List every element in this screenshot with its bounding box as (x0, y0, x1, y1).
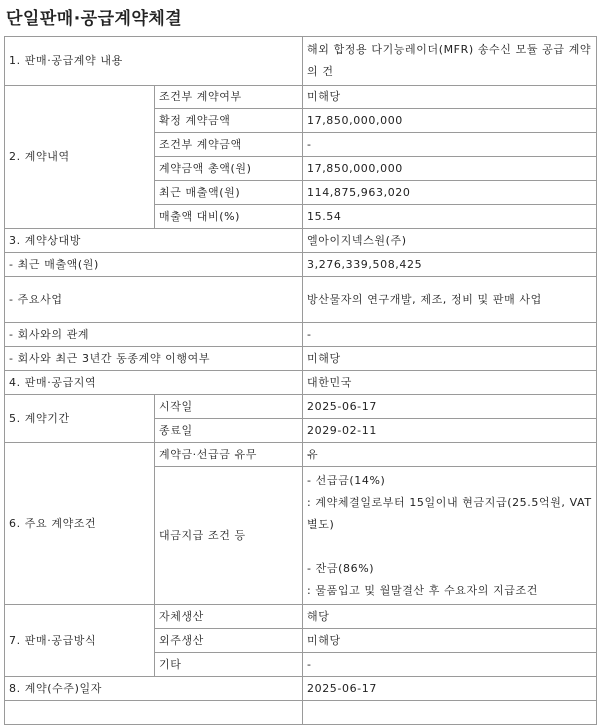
disclosure-table (4, 36, 597, 725)
payment-line-1: - 선급금(14%) (307, 474, 386, 487)
value-total-amount: 17,850,000,000 (303, 157, 597, 181)
value-counterparty-sales: 3,276,339,508,425 (303, 253, 597, 277)
label-supply-method: 7. 판매·공급방식 (5, 605, 155, 677)
value-payment-terms (303, 467, 597, 605)
row-similar-contract (5, 347, 597, 371)
label-main-business: - 주요사업 (5, 277, 303, 323)
value-sales-ratio: 15.54 (303, 205, 597, 229)
sublabel-conditional: 조건부 계약여부 (155, 86, 303, 109)
value-contract-date: 2025-06-17 (303, 677, 597, 701)
value-end-date: 2029-02-11 (303, 419, 597, 443)
payment-line-3 (307, 536, 592, 558)
sublabel-recent-sales: 최근 매출액(원) (155, 181, 303, 205)
sublabel-advance-payment: 계약금·선급금 유무 (155, 443, 303, 467)
value-recent-sales: 114,875,963,020 (303, 181, 597, 205)
value-outsourced: 미해당 (303, 629, 597, 653)
row-next-partial (5, 701, 597, 725)
sublabel-payment-terms: 대금지급 조건 등 (155, 467, 303, 605)
sublabel-in-house: 자체생산 (155, 605, 303, 629)
label-contract-period: 5. 계약기간 (5, 395, 155, 443)
value-main-business: 방산물자의 연구개발, 제조, 정비 및 판매 사업 (303, 277, 597, 323)
value-advance-payment: 유 (303, 443, 597, 467)
payment-line-5: : 물품입고 및 월말결산 후 수요자의 지급조건 (307, 584, 538, 597)
value-contract-content: 해외 합정용 다기능레이더(MFR) 송수신 모듈 공급 계약의 건 (303, 37, 597, 86)
sublabel-outsourced: 외주생산 (155, 629, 303, 653)
label-counterparty: 3. 계약상대방 (5, 229, 303, 253)
sublabel-conditional-amount: 조건부 계약금액 (155, 133, 303, 157)
value-next-partial (303, 701, 597, 725)
label-supply-region: 4. 판매·공급지역 (5, 371, 303, 395)
row-contract-content (5, 37, 597, 86)
value-conditional: 미해당 (303, 86, 597, 109)
label-counterparty-sales: - 최근 매출액(원) (5, 253, 303, 277)
value-counterparty: 엘아이지넥스원(주) (303, 229, 597, 253)
value-conditional-amount: - (303, 133, 597, 157)
payment-line-2: : 계약체결일로부터 15일이내 현금지급(25.5억원, VAT별도) (307, 496, 592, 531)
value-relationship: - (303, 323, 597, 347)
sublabel-sales-ratio: 매출액 대비(%) (155, 205, 303, 229)
value-similar-contract: 미해당 (303, 347, 597, 371)
row-main-business (5, 277, 597, 323)
sublabel-total-amount: 계약금액 총액(원) (155, 157, 303, 181)
label-relationship: - 회사와의 관계 (5, 323, 303, 347)
page-title: 단일판매·공급계약체결 (6, 9, 183, 29)
label-similar-contract: - 회사와 최근 3년간 동종계약 이행여부 (5, 347, 303, 371)
row-contract-period-start (5, 395, 597, 419)
value-start-date: 2025-06-17 (303, 395, 597, 419)
row-relationship (5, 323, 597, 347)
value-confirmed-amount: 17,850,000,000 (303, 109, 597, 133)
row-supply-region (5, 371, 597, 395)
label-contract-date: 8. 계약(수주)일자 (5, 677, 303, 701)
row-advance-payment (5, 443, 597, 467)
disclosure-table-wrap (4, 36, 596, 725)
sublabel-start-date: 시작일 (155, 395, 303, 419)
label-contract-content: 1. 판매·공급계약 내용 (5, 37, 303, 86)
sublabel-other: 기타 (155, 653, 303, 677)
label-next-partial (5, 701, 303, 725)
value-supply-region: 대한민국 (303, 371, 597, 395)
sublabel-end-date: 종료일 (155, 419, 303, 443)
row-counterparty-sales (5, 253, 597, 277)
row-counterparty (5, 229, 597, 253)
label-main-terms: 6. 주요 계약조건 (5, 443, 155, 605)
value-other: - (303, 653, 597, 677)
row-in-house-production (5, 605, 597, 629)
payment-line-4: - 잔금(86%) (307, 562, 375, 575)
label-contract-detail: 2. 계약내역 (5, 86, 155, 229)
row-contract-detail (5, 86, 597, 109)
sublabel-confirmed-amount: 확정 계약금액 (155, 109, 303, 133)
value-in-house: 해당 (303, 605, 597, 629)
